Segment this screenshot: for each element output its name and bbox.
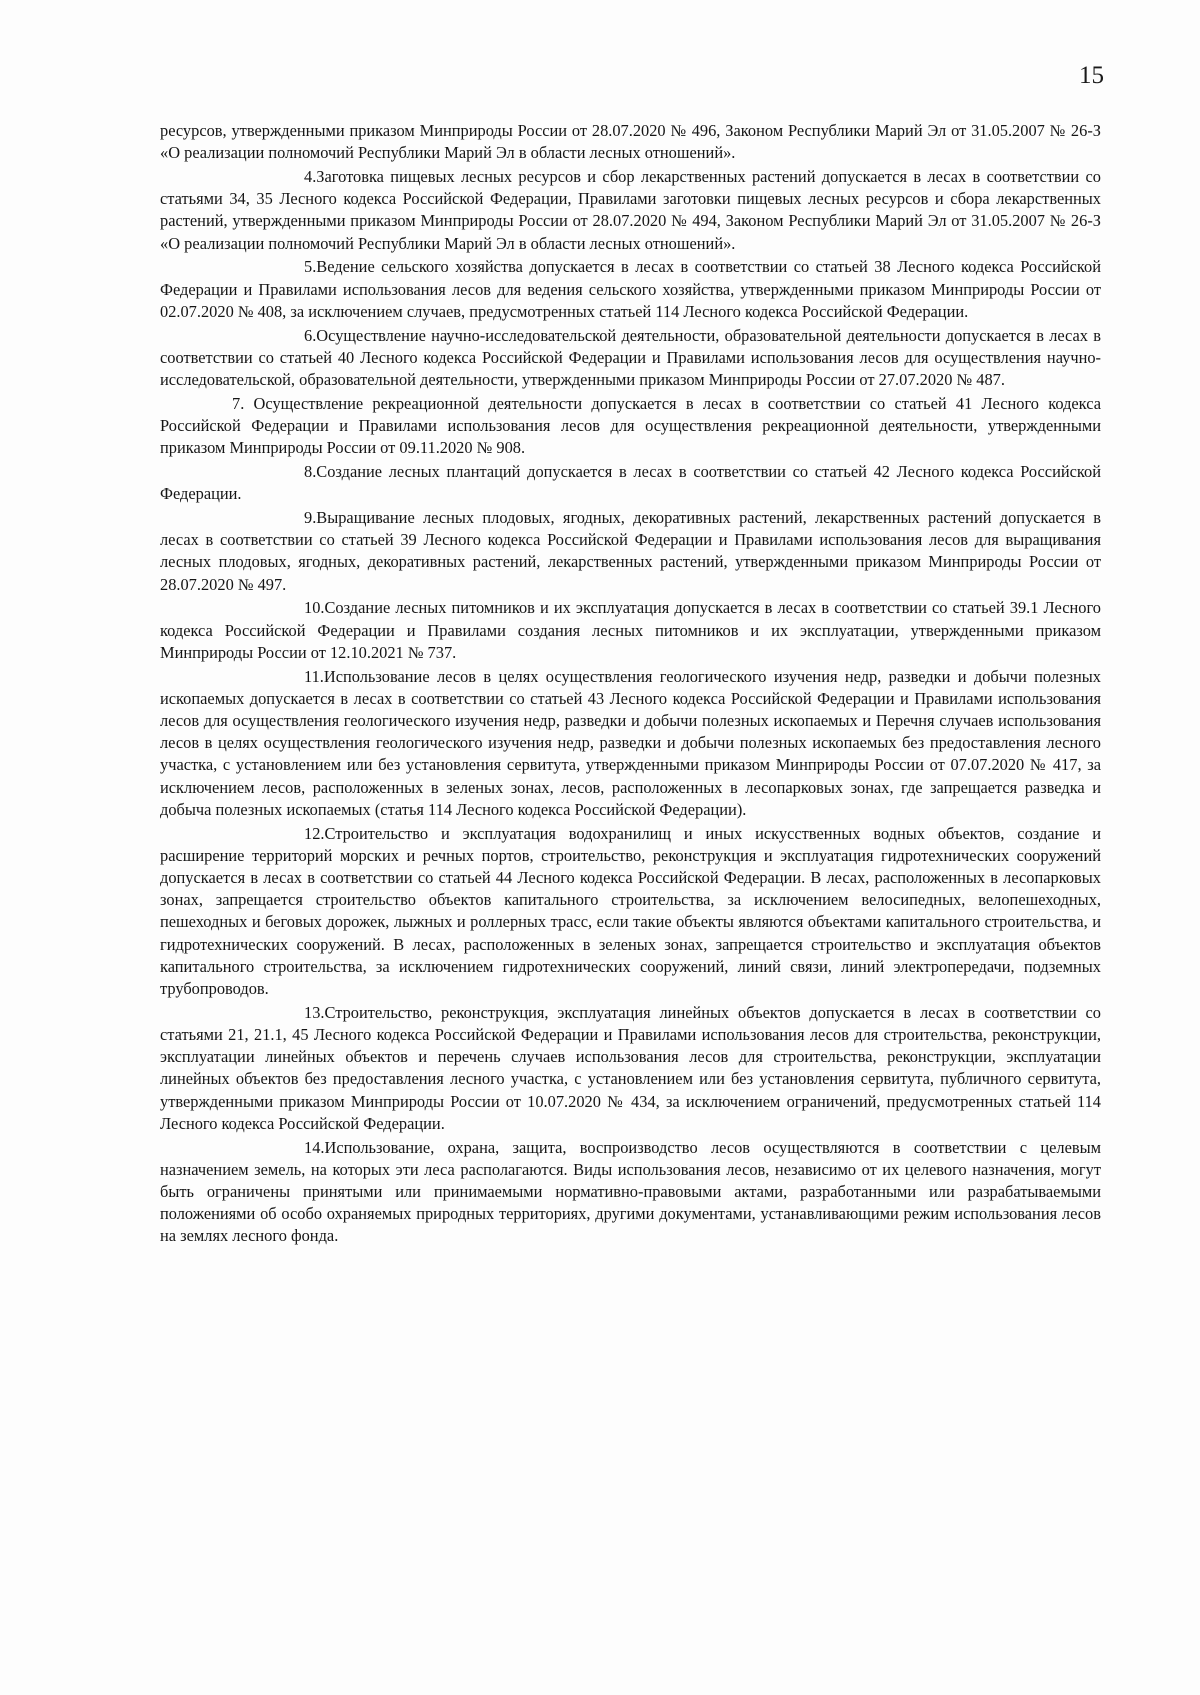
- clause-number: 7.: [232, 393, 245, 413]
- clause-text: Ведение сельского хозяйства допускается в лесах в соответствии со статьей 38 Лесного кодекса Российской Федерации и Правилами использования лесов для ведения сельского хозяйства, утвержденными приказом Минприроды России от 02.07.2020 № 408, за исключением случаев, предусмотренных статьей 114 Лесного кодекса Российской Федерации.: [160, 257, 1101, 321]
- clause-number: 10.: [304, 598, 325, 618]
- clause-number: 14.: [304, 1137, 325, 1157]
- clause-7: [160, 393, 1101, 460]
- clause-text: Создание лесных плантаций допускается в лесах в соответствии со статьей 42 Лесного кодекса Российской Федерации.: [160, 462, 1101, 504]
- clause-5: [160, 256, 1101, 323]
- clause-text: Осуществление научно-исследовательской деятельности, образовательной деятельности допускается в лесах в соответствии со статьей 40 Лесного кодекса Российской Федерации и Правилами использования лесов для осуществления научно-исследовательской, образовательной деятельности, утвержденными приказом Минприроды России от 27.07.2020 № 487.: [160, 325, 1101, 390]
- clause-number: 6.: [304, 325, 317, 345]
- clause-text: Использование, охрана, защита, воспроизводство лесов осуществляются в соответствии с целевым назначением земель, на которых эти леса располагаются. Виды использования лесов, независимо от их целевого назначения, могут быть ограничены принятыми или принимаемыми нормативно-правовыми актами, разработанными или разрабатываемыми положениями об особо охраняемых природных территориях, другими документами, устанавливающими режим использования лесов на землях лесного фонда.: [160, 1137, 1101, 1246]
- page-number: 15: [1079, 62, 1104, 89]
- clause-text: Осуществление рекреационной деятельности допускается в лесах в соответствии со статьей 41 Лесного кодекса Российской Федерации и Правилами использования лесов для осуществления рекреационной деятельности, утвержденными приказом Минприроды России от 09.11.2020 № 908.: [160, 393, 1101, 458]
- clause-11: [160, 666, 1101, 821]
- clause-number: 8.: [304, 462, 317, 482]
- intro-paragraph: ресурсов, утвержденными приказом Минприроды России от 28.07.2020 № 496, Законом Республики Марий Эл от 31.05.2007 № 26-З «О реализации полномочий Республики Марий Эл в области лесных отношений».: [160, 121, 1101, 163]
- clause-4: [160, 166, 1101, 255]
- clause-9: [160, 507, 1101, 596]
- clause-number: 13.: [304, 1002, 325, 1022]
- clause-8: [160, 461, 1101, 505]
- clause-number: 9.: [304, 508, 317, 528]
- clause-number: 4.: [304, 167, 317, 186]
- clause-number: 11.: [304, 666, 324, 686]
- clause-6: [160, 325, 1101, 392]
- clause-text: Использование лесов в целях осуществления геологического изучения недр, разведки и добычи полезных ископаемых допускается в лесах в соответствии со статьей 43 Лесного кодекса Российской Федерации и Правилами использования лесов для осуществления геологического изучения недр, разведки и добычи полезных ископаемых и Перечня случаев использования лесов в целях осуществления геологического изучения недр, разведки и добычи полезных ископаемых без предоставления лесного участка, с установлением или без установления сервитута, утвержденными приказом Минприроды России от 07.07.2020 № 417, за исключением лесов, расположенных в зеленых зонах, лесов, расположенных в лесопарковых зонах, где запрещается разведка и добыча полезных ископаемых (статья 114 Лесного кодекса Российской Федерации).: [160, 666, 1101, 819]
- document-body: [160, 120, 1101, 1249]
- clause-12: [160, 823, 1101, 1001]
- clause-14: [160, 1137, 1101, 1248]
- clause-text: Создание лесных питомников и их эксплуатация допускается в лесах в соответствии со статьей 39.1 Лесного кодекса Российской Федерации и Правилами создания лесных питомников и их эксплуатации, утвержденными приказом Минприроды России от 12.10.2021 № 737.: [160, 598, 1101, 662]
- clause-text: Заготовка пищевых лесных ресурсов и сбор лекарственных растений допускается в лесах в соответствии со статьями 34, 35 Лесного кодекса Российской Федерации, Правилами заготовки пищевых лесных ресурсов и сбора лекарственных растений, утвержденными приказом Минприроды России от 28.07.2020 № 494, Законом Республики Марий Эл от 31.05.2007 № 26-З «О реализации полномочий Республики Марий Эл в области лесных отношений».: [160, 167, 1101, 253]
- clause-text: Выращивание лесных плодовых, ягодных, декоративных растений, лекарственных растений допускается в лесах в соответствии со статьей 39 Лесного кодекса Российской Федерации и Правилами использования лесов для выращивания лесных плодовых, ягодных, декоративных растений, лекарственных растений, утвержденными приказом Минприроды России от 28.07.2020 № 497.: [160, 508, 1101, 594]
- clause-number: 12.: [304, 823, 325, 843]
- clause-10: [160, 597, 1101, 664]
- clause-number: 5.: [304, 257, 317, 277]
- clause-13: [160, 1002, 1101, 1135]
- clause-text: Строительство, реконструкция, эксплуатация линейных объектов допускается в лесах в соответствии со статьями 21, 21.1, 45 Лесного кодекса Российской Федерации и Правилами использования лесов для строительства, реконструкции, эксплуатации линейных объектов и перечень случаев использования лесов для строительства, реконструкции, эксплуатации линейных объектов без предоставления лесного участка, с установлением или без установления сервитута, публичного сервитута, утвержденными приказом Минприроды России от 10.07.2020 № 434, за исключением ограничений, предусмотренных статьей 114 Лесного кодекса Российской Федерации.: [160, 1002, 1101, 1133]
- clause-text: Строительство и эксплуатация водохранилищ и иных искусственных водных объектов, создание и расширение территорий морских и речных портов, строительство, реконструкция и эксплуатация гидротехнических сооружений допускается в лесах в соответствии со статьей 44 Лесного кодекса Российской Федерации. В лесах, расположенных в лесопарковых зонах, запрещается строительство объектов капитального строительства, за исключением велосипедных, велопешеходных, пешеходных и беговых дорожек, лыжных и роллерных трасс, если такие объекты являются объектами капитального строительства, и гидротехнических сооружений. В лесах, расположенных в зеленых зонах, запрещается строительство и эксплуатация объектов капитального строительства, за исключением гидротехнических сооружений, линий связи, линий электропередачи, подземных трубопроводов.: [160, 823, 1101, 999]
